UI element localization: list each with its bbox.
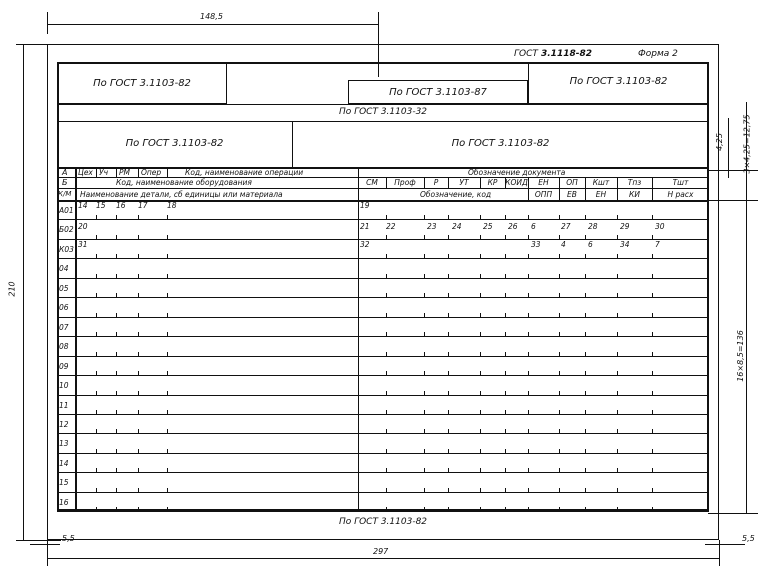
row-label: 09 <box>59 361 69 371</box>
field-number: 29 <box>620 222 630 231</box>
dim-right-top: 4,25 <box>714 133 724 151</box>
col-b-sep-9 <box>617 177 618 188</box>
col-b-sep-5 <box>505 177 506 188</box>
col-k-sep-2 <box>585 188 586 200</box>
dim-line-bottom <box>47 558 719 559</box>
col-k-2: ЕН <box>595 190 607 199</box>
row-tick <box>96 507 97 511</box>
row-label: 04 <box>59 264 69 274</box>
ref-block-top-right <box>528 62 709 104</box>
row-label: 10 <box>59 381 69 391</box>
dim-left-height: 210 <box>7 281 17 297</box>
row-label: 15 <box>59 478 69 488</box>
row-line <box>57 433 709 434</box>
row-label: 12 <box>59 419 69 429</box>
dim-ext-top-left <box>47 12 48 34</box>
field-number: 32 <box>360 240 370 249</box>
field-number: 4 <box>561 240 566 249</box>
col-b-0: СМ <box>366 178 378 187</box>
dim-line-right-top <box>728 118 729 178</box>
col-oper: Опер <box>141 168 162 177</box>
dim-line-right-rows <box>746 200 747 513</box>
field-number: 24 <box>452 222 462 231</box>
row-label: 06 <box>59 303 69 313</box>
col-k-sep-3 <box>617 188 618 200</box>
col-b-sep-6 <box>528 177 529 188</box>
row-label: 07 <box>59 322 69 332</box>
ref-text-top-middle: По ГОСТ 3.1103-87 <box>389 87 487 98</box>
bottom-frame-line <box>57 511 709 512</box>
row-line <box>57 297 709 298</box>
field-number: 17 <box>138 201 148 210</box>
col-b-2: Р <box>433 178 439 187</box>
row-tick <box>559 507 560 511</box>
col-k-4: Н расх <box>667 190 694 199</box>
row-tick <box>386 507 387 511</box>
col-b-7: ОП <box>566 178 578 187</box>
header-standard: ГОСТ <box>514 49 538 59</box>
col-code-label: Обозначение, код <box>420 190 492 199</box>
row-line <box>57 453 709 454</box>
col-b-9: Тпз <box>627 178 642 187</box>
field-number: 14 <box>78 201 88 210</box>
row-a-sep-3 <box>138 167 139 177</box>
dim-ext-left-bottom <box>16 540 61 541</box>
row-label: 05 <box>59 283 69 293</box>
col-doc: Обозначение документа <box>468 168 566 177</box>
row-label: 14 <box>59 458 69 468</box>
field-number: 31 <box>78 240 88 249</box>
dim-line-top <box>47 24 378 25</box>
ref-text-mid-right: По ГОСТ 3.1103-82 <box>451 138 550 149</box>
header-line-3 <box>57 200 709 202</box>
row-tick <box>480 507 481 511</box>
field-number: 15 <box>96 201 106 210</box>
header-standard-number: 3.1118-82 <box>541 49 592 59</box>
col-cex: Цех <box>78 168 93 177</box>
row-label: 11 <box>59 400 69 410</box>
band-bottom-line <box>57 121 709 122</box>
col-b-4: КР <box>487 178 498 187</box>
field-number: 34 <box>620 240 630 249</box>
ref-text-top-right: По ГОСТ 3.1103-82 <box>569 76 668 87</box>
col-op-name: Код, наименование операции <box>185 168 304 177</box>
field-number: 30 <box>655 222 665 231</box>
row-a-sep-1 <box>96 167 97 177</box>
col-b-5: КОИД <box>505 178 528 187</box>
dim-top-width: 148,5 <box>200 12 223 21</box>
col-k-1: ЕВ <box>567 190 577 199</box>
row-line <box>57 356 709 357</box>
row-line <box>57 492 709 493</box>
col-k-0: ОПП <box>534 190 553 199</box>
field-number: 20 <box>78 222 88 231</box>
row-label: 13 <box>59 439 69 449</box>
col-b-sep-8 <box>585 177 586 188</box>
field-number: 16 <box>116 201 126 210</box>
row-line <box>57 375 709 376</box>
col-b-sep-3 <box>448 177 449 188</box>
row-line <box>57 317 709 318</box>
col-b-10: Тшт <box>672 178 689 187</box>
field-number: 7 <box>655 240 660 249</box>
col-b-sep-2 <box>424 177 425 188</box>
field-number: 22 <box>386 222 396 231</box>
dim-line-left-margin <box>30 544 60 545</box>
field-number: 26 <box>508 222 518 231</box>
row-line <box>57 414 709 415</box>
dim-right-top2: 3×4,25=12,75 <box>742 114 752 174</box>
row-tick <box>424 507 425 511</box>
col-uch: Уч <box>99 168 109 177</box>
row-line <box>57 258 709 259</box>
row-tick <box>617 507 618 511</box>
row-label: А01 <box>59 206 74 215</box>
row-k-code: К/М <box>58 190 72 198</box>
row-line <box>57 472 709 473</box>
col-b-6: ЕН <box>538 178 549 187</box>
row-a-code: А <box>62 168 68 177</box>
row-tick <box>116 507 117 511</box>
row-line <box>57 239 709 240</box>
col-b-1: Проф <box>394 178 416 187</box>
ref-text-bottom: По ГОСТ 3.1103-82 <box>338 517 428 527</box>
col-b-sep-4 <box>480 177 481 188</box>
col-equip: Код, наименование оборудования <box>116 178 252 187</box>
row-label: 16 <box>59 497 69 507</box>
row-line <box>57 219 709 220</box>
ref-block-top-left <box>57 62 227 104</box>
field-number: 21 <box>360 222 370 231</box>
dim-bottom-width: 297 <box>373 547 389 556</box>
field-number: 27 <box>561 222 571 231</box>
row-tick <box>138 507 139 511</box>
ref-text-mid-left: По ГОСТ 3.1103-82 <box>125 138 224 149</box>
col-b-sep-1 <box>386 177 387 188</box>
col-k-sep-1 <box>559 188 560 200</box>
form-frame <box>57 62 709 511</box>
field-number: 33 <box>531 240 541 249</box>
row-tick <box>448 507 449 511</box>
col-k-sep-0 <box>528 188 529 200</box>
field-number: 6 <box>588 240 593 249</box>
row-a-sep-2 <box>116 167 117 177</box>
ref-text-band: По ГОСТ 3.1103-32 <box>338 107 428 117</box>
dim-line-left <box>23 44 24 540</box>
row-label: 08 <box>59 342 69 352</box>
header-line-2 <box>57 188 709 189</box>
row-tick <box>652 507 653 511</box>
col-b-sep-10 <box>652 177 653 188</box>
row-tick <box>528 507 529 511</box>
field-number: 28 <box>588 222 598 231</box>
col-detail: Наименование детали, сб единицы или материала <box>80 190 283 199</box>
row-line <box>57 395 709 396</box>
field-number: 23 <box>427 222 437 231</box>
row-line <box>57 336 709 337</box>
col-b-sep-7 <box>559 177 560 188</box>
col-k-sep-4 <box>652 188 653 200</box>
col-b-8: Кшт <box>592 178 610 187</box>
ref-text-top-left: По ГОСТ 3.1103-82 <box>93 78 191 89</box>
row-line <box>57 278 709 279</box>
dim-right-margin: 5,5 <box>742 534 755 543</box>
row-tick <box>167 507 168 511</box>
row-a-sep-4 <box>167 167 168 177</box>
row-label: Б02 <box>59 225 74 235</box>
row-tick <box>585 507 586 511</box>
field-number: 18 <box>167 201 177 210</box>
row-b-code: Б <box>62 178 68 187</box>
field-number: 25 <box>483 222 493 231</box>
field-number: 6 <box>531 222 536 231</box>
col-rm: РМ <box>119 168 130 177</box>
col-k-3: КИ <box>629 190 640 199</box>
dim-left-margin: 5,5 <box>62 534 75 543</box>
header-form-label: Форма 2 <box>638 49 678 59</box>
field-number: 19 <box>360 201 370 210</box>
col-b-3: УТ <box>459 178 469 187</box>
band-top-line <box>57 104 709 105</box>
row-tick <box>505 507 506 511</box>
dim-line-right-margin <box>705 544 745 545</box>
dim-right-rows: 16×8,5=136 <box>735 330 745 382</box>
row-label: К03 <box>59 244 74 254</box>
ref-block-top-middle <box>348 80 528 104</box>
